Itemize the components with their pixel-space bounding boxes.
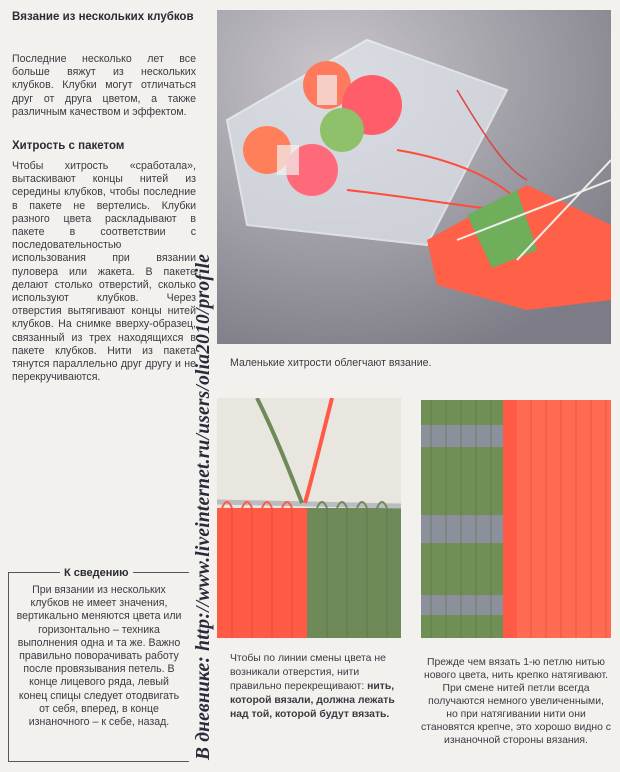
article-heading: Вязание из нескольких клубков — [12, 11, 194, 23]
caption-bottom-left — [230, 652, 410, 722]
caption-bottom-left-bold: нить, которой вязали, должна лежать над той, которой будут вязать. — [230, 681, 395, 720]
trick-paragraph: Чтобы хитрость «сработала», вытаскивают концы нитей из середины клубков, чтобы последние в пакете не вертелись. Клубки разного цвета раскладывают в пакете в соответствии с последовательностью использования при вязании пуловера или жакета. В пакете делают столько отверстий, сколько используют клубков. Через отверстия вытягивают концы нитей клубков. На снимке вверху-образец, связанный из трех находящихся в пакете клубков. Нити из пакета тянутся параллельно друг другу и не перекручиваются. — [12, 160, 196, 384]
photo-reverse-side — [421, 400, 611, 638]
intro-paragraph: Последние несколько лет все больше вяжут из нескольких клубков. Клубки могут отличаться друг от друга цветом, а также различным качеством и эффектом. — [12, 53, 196, 118]
watermark-url: В дневнике: http://www.liveinternet.ru/users/olia2010/profile — [193, 253, 214, 760]
note-title: К сведению — [60, 567, 133, 579]
caption-bottom-left-plain: Чтобы по линии смены цвета не возникали отверстия, нити правильно перекрещивают: — [230, 653, 386, 692]
caption-top: Маленькие хитрости облегчают вязание. — [230, 357, 432, 369]
photo-yarn-bag — [217, 10, 611, 344]
photo-color-change-illustration — [217, 398, 401, 638]
note-text: При вязании из нескольких клубков не имеет значения, вертикально меняются цвета или горизонтально – техника выполнения одна и та же. Важно правильно поворачивать работу после провязывания петель. В конце лицевого ряда, левый конец спицы следует отодвигать от себя, вперед, в конце изнаночного – к себе, назад. — [16, 584, 182, 729]
photo-color-change — [217, 398, 401, 638]
trick-heading: Хитрость с пакетом — [12, 140, 125, 152]
caption-bottom-right: Прежде чем вязать 1-ю петлю нитью нового цвета, нить крепко натягивают. При смене нитей петли всегда получаются немного увеличенными, но при натягивании нити они становятся крепче, это хорошо видно с изнаночной стороны вязания. — [421, 657, 611, 746]
photo-reverse-side-illustration — [421, 400, 611, 638]
photo-yarn-bag-illustration — [217, 10, 611, 344]
